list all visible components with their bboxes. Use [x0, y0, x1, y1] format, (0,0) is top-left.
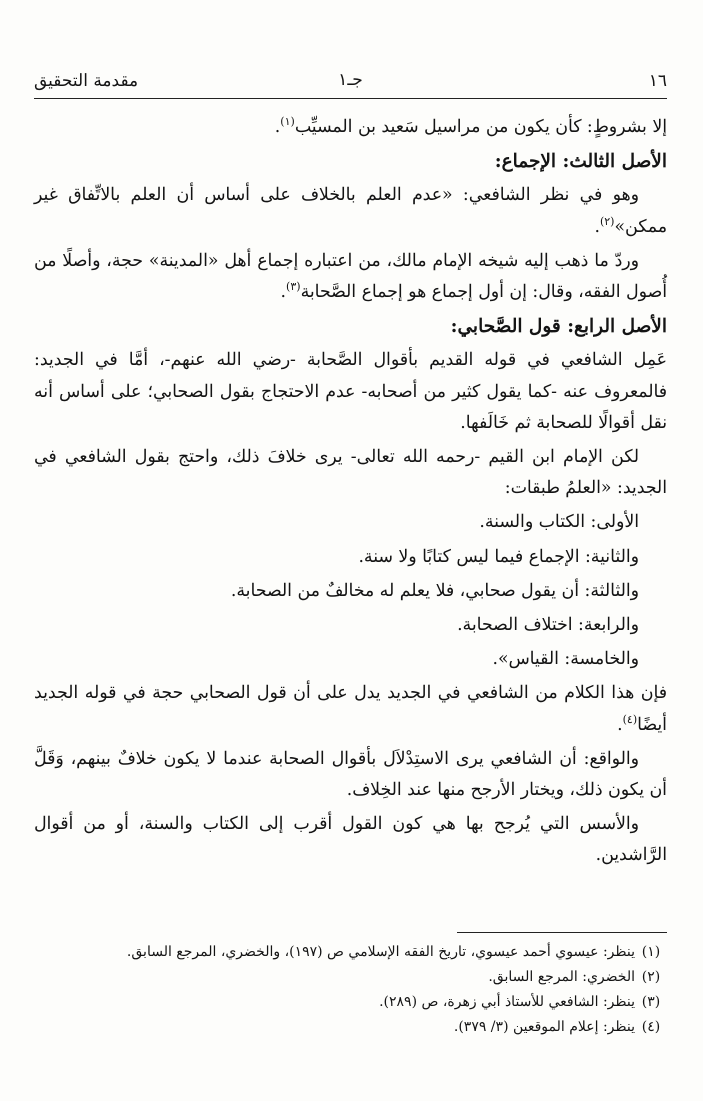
footnote-text: ينظر: إعلام الموقعين (٣/ ٣٧٩). — [453, 1019, 635, 1035]
heading-third-principle: الأصل الثالث: الإجماع: — [494, 151, 667, 173]
footnote-number: (٤) — [641, 1019, 661, 1035]
paragraph-6-end: . — [617, 714, 623, 735]
paragraph-5: لكن الإمام ابن القيم -رحمه الله تعالى- يرى خلافَ ذلك، واحتج بقول الشافعي في الجديد: «العلمُ طبقات: — [34, 447, 667, 499]
paragraph-1-text: إلا بشروطٍ: كأن يكون من مراسيل سَعيد بن المسيِّب — [294, 117, 667, 137]
paragraph-3-text: وردّ ما ذهب إليه شيخه الإمام مالك، من اعتباره إجماع أهل «المدينة» حجة، وأصلًا من أُصول الفقه، وقال: إن أول إجماع هو إجماع الصَّحابة — [34, 250, 667, 303]
levels-list — [34, 507, 667, 675]
list-item: والخامسة: القياس». — [492, 649, 639, 670]
footnote-text: ينظر: الشافعي للأستاذ أبي زهرة، ص (٢٨٩). — [379, 994, 635, 1010]
paragraph-2 — [34, 180, 667, 242]
paragraph-6 — [34, 678, 667, 740]
page-number: ١٦ — [648, 71, 667, 91]
paragraph-8: والأسس التي يُرجح بها هي كون القول أقرب إلى الكتاب والسنة، أو من أقوال الرَّاشدين. — [34, 814, 667, 866]
list-item: الأولى: الكتاب والسنة. — [479, 512, 639, 533]
list-item: والرابعة: اختلاف الصحابة. — [457, 615, 639, 636]
paragraph-2-text: وهو في نظر الشافعي: «عدم العلم بالخلاف على أساس أن العلم بالاتِّفاق غير ممكن» — [34, 185, 667, 237]
heading-fourth-principle: الأصل الرابع: قول الصَّحابي: — [450, 316, 667, 338]
footnote — [34, 1015, 667, 1040]
footnote-ref-4: (٤) — [622, 712, 638, 726]
footnote-ref-2: (٢) — [599, 214, 615, 228]
footnote-ref-3: (٣) — [286, 280, 301, 294]
paragraph-2-end: . — [594, 216, 600, 237]
footnote-number: (٢) — [641, 969, 661, 985]
footnote-number: (١) — [641, 944, 661, 960]
main-text — [34, 112, 667, 875]
footnotes — [34, 940, 667, 1040]
footnote-text: ينظر: عيسوي أحمد عيسوي، تاريخ الفقه الإسلامي ص (١٩٧)، والخضري، المرجع السابق. — [126, 944, 635, 960]
paragraph-1 — [34, 112, 667, 143]
list-item: والثانية: الإجماع فيما ليس كتابًا ولا سنة. — [358, 546, 639, 567]
footnote-text: الخضري: المرجع السابق. — [488, 969, 635, 985]
list-item: والثالثة: أن يقول صحابي، فلا يعلم له مخالفٌ من الصحابة. — [230, 580, 639, 601]
paragraph-1-end: . — [274, 117, 281, 137]
footnote — [34, 940, 667, 965]
paragraph-7: والواقع: أن الشافعي يرى الاستِدْلاَل بأقوال الصحابة عندما لا يكون خلافٌ بينهم، وَقَلَّ أن يكون ذلك، ويختار الأرجح منها عند الخِلاف. — [34, 748, 667, 801]
running-header — [34, 64, 667, 99]
volume-label: جـ١ — [338, 70, 363, 90]
paragraph-4: عَمِل الشافعي في قوله القديم بأقوال الصَّحابة -رضي الله عنهم-، أمَّا في الجديد: فالمعروف عنه -كما يقول كثير من أصحابه- عدم الاحتجاج بقول الصحابي؛ على أساس أنه نقل أقوالًا للصحابة ثم خَالَفها. — [34, 350, 667, 433]
paragraph-3-end: . — [280, 282, 287, 303]
footnote-ref-1: (١) — [280, 115, 295, 129]
paragraph-3 — [34, 246, 667, 308]
paragraph-6-text: فإن هذا الكلام من الشافعي في الجديد يدل على أن قول الصحابي حجة في قوله الجديد أيضًا — [34, 683, 667, 735]
footnote-number: (٣) — [641, 994, 661, 1010]
footnote — [34, 965, 667, 990]
footnote — [34, 990, 667, 1015]
section-title: مقدمة التحقيق — [34, 71, 139, 91]
footnote-divider — [457, 932, 667, 933]
